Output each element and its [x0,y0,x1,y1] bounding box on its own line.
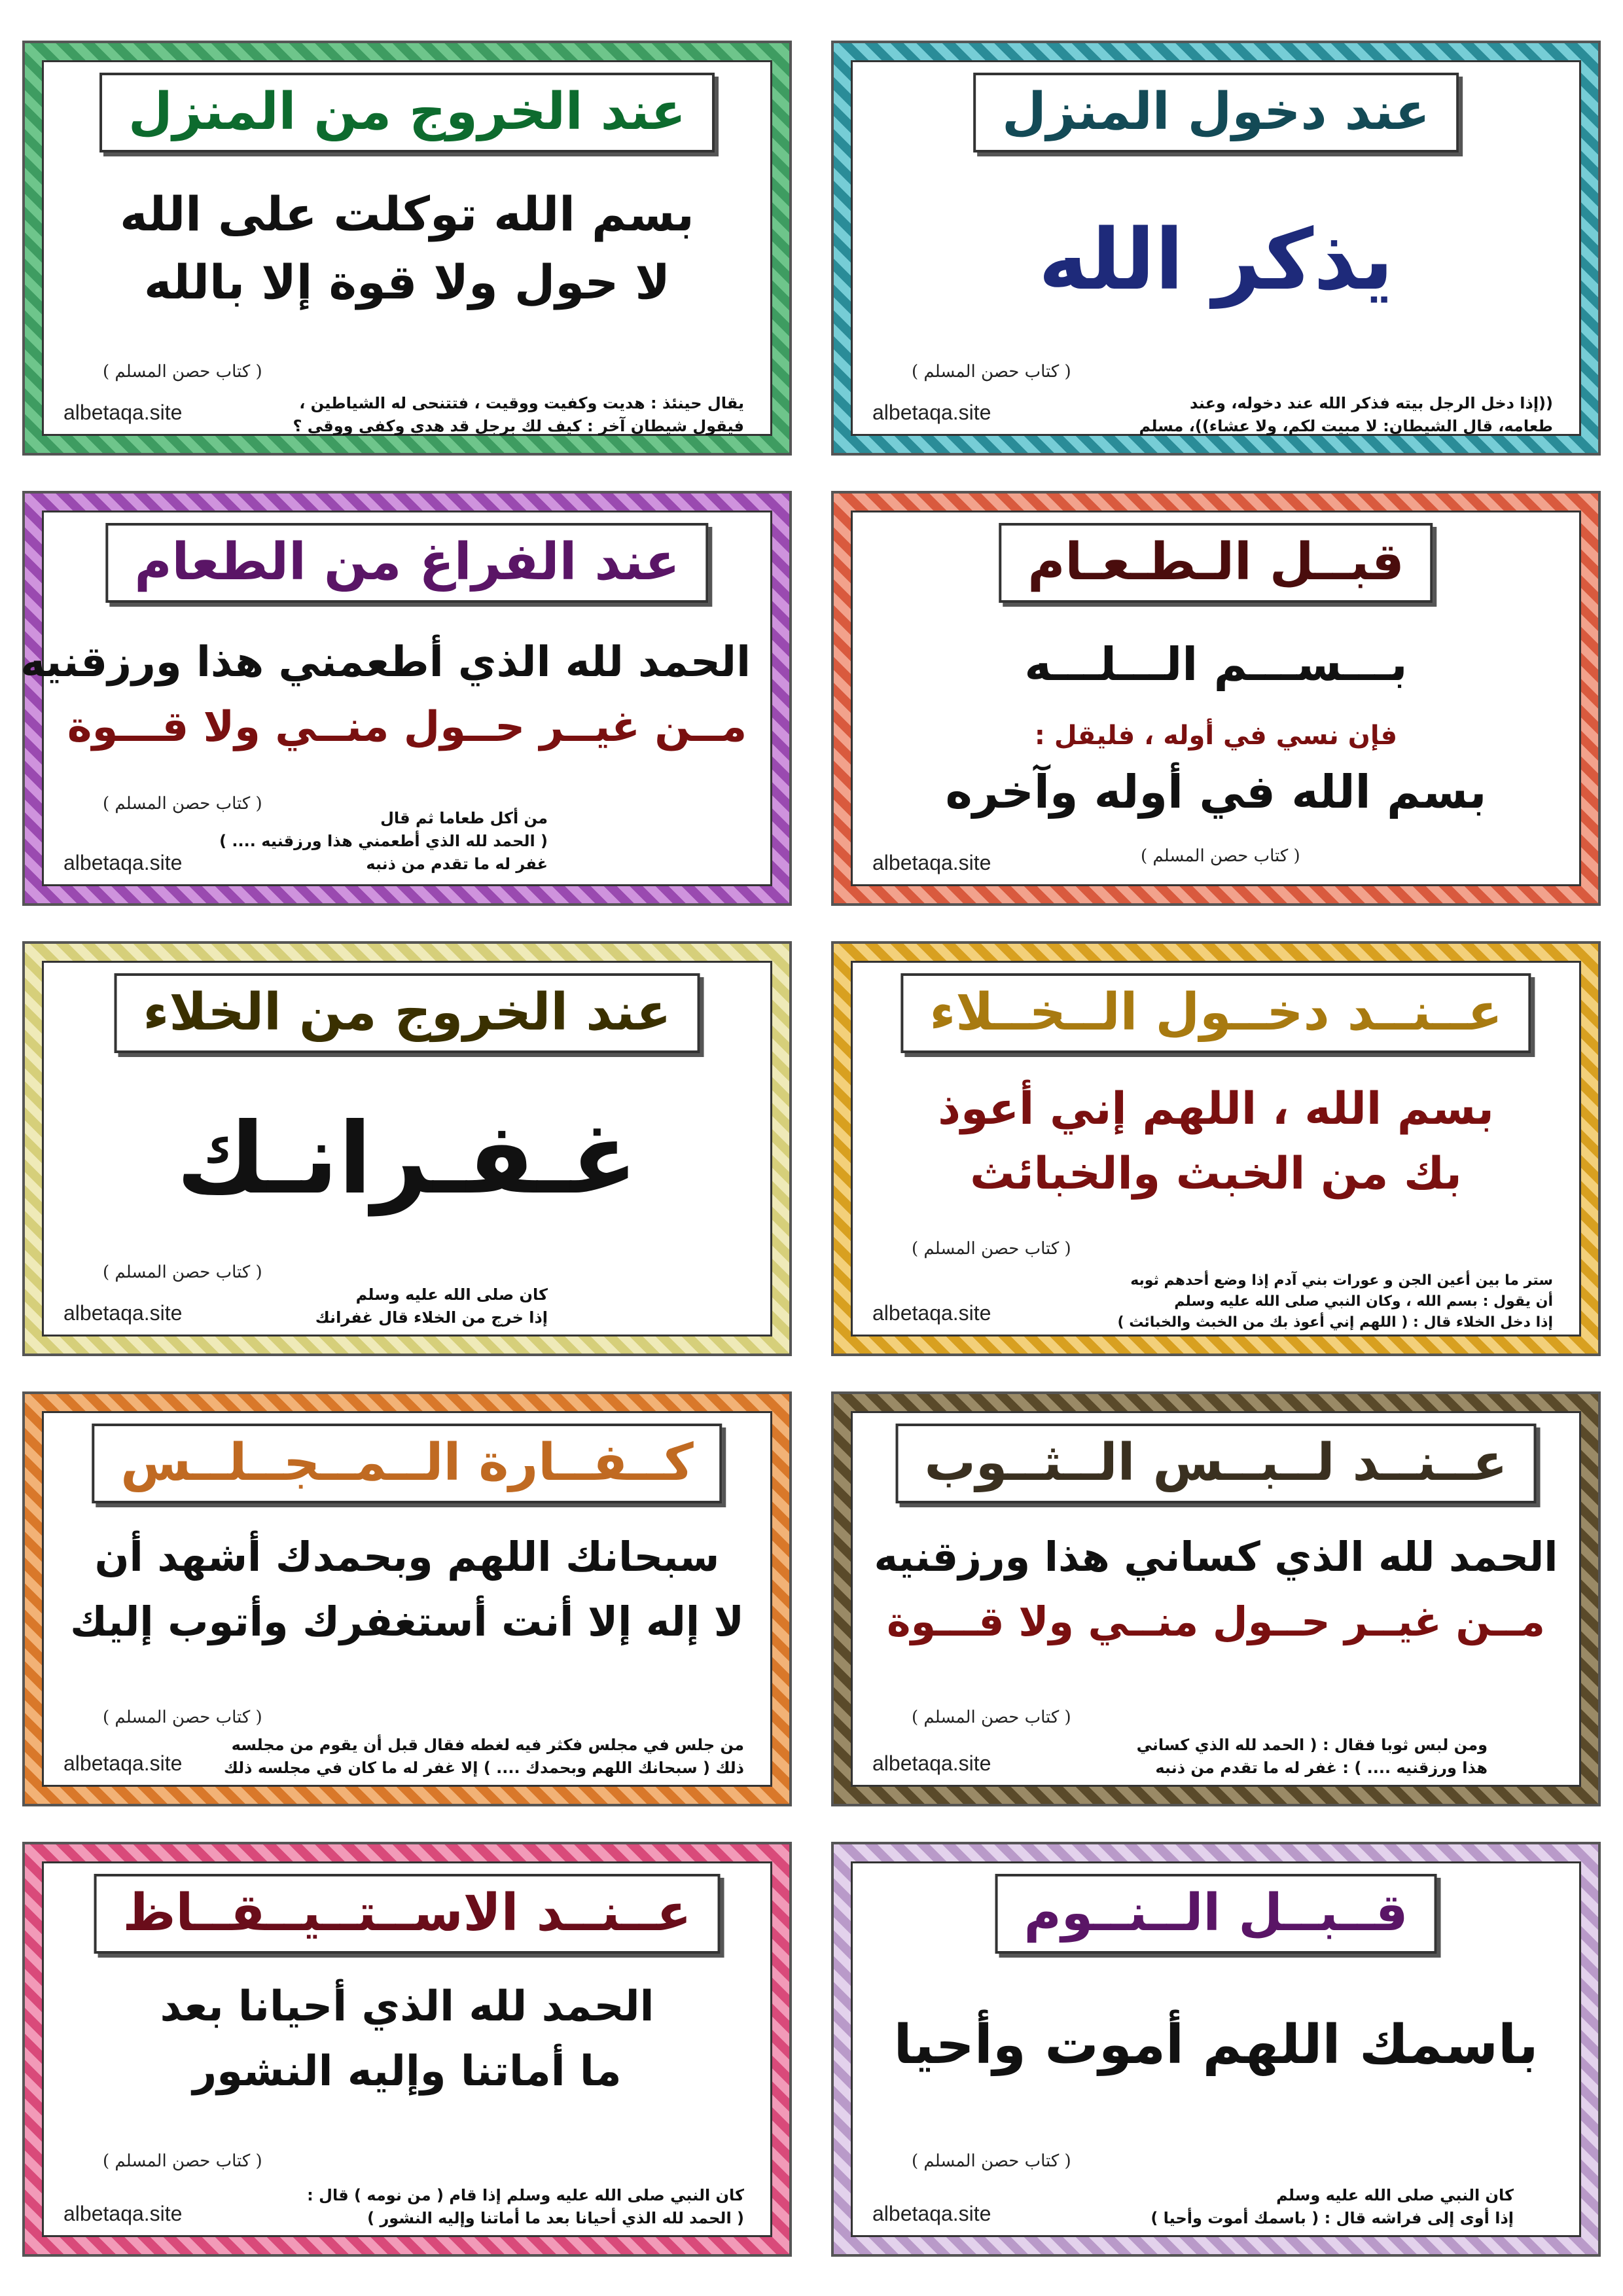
site-watermark: albetaqa.site [63,851,183,874]
card-leaving-toilet [22,941,792,1356]
card-title: عــنــد لــبــس الــثــوب [896,1424,1537,1503]
note-line: ذلك ( سبحانك اللهم وبحمدك .... ) إلا غفر له ما كان في مجلسه ذلك [223,1758,744,1777]
note-line: كان النبي صلى الله عليه وسلم إذا قام ( من نومه ) قال : [307,2186,744,2204]
note-line: ((إذا دخل الرجل بيته فذكر الله عند دخوله، وعند [1189,394,1553,412]
main-text [63,180,751,317]
note-line: ومن لبس ثوبا فقال : ( الحمد لله الذي كساني [1136,1736,1488,1754]
main-line-2: ما أماتنا وإليه النشور [192,2047,622,2096]
source-label: ( كتاب حصن المسلم ) [103,1708,262,1727]
main-text [63,1100,751,1218]
note-line: إذا أوى إلى فراشه قال : ( باسمك أموت وأحيا ) [1150,2208,1514,2227]
site-watermark: albetaqa.site [63,2202,183,2225]
card-panel [42,1861,772,2237]
card-after-eating [22,491,792,906]
site-watermark: albetaqa.site [872,401,991,424]
hadith-note [1150,2184,1514,2230]
source-label: ( كتاب حصن المسلم ) [1141,846,1300,866]
card-title: كــفــارة الــمــجــلــس [92,1424,722,1503]
main-line-1: بسم الله ، اللهم إني أعوذ [938,1083,1494,1135]
hadith-note [224,1734,744,1780]
note-line: هذا ورزقنيه .... ) : غفر له ما تقدم من ذنبه [1155,1758,1488,1777]
card-title: عند الخروج من المنزل [99,73,715,152]
hadith-note [307,2184,744,2230]
note-line: كان صلى الله عليه وسلم [355,1285,548,1304]
note-line: إذا دخل الخلاء قال : ( اللهم إني أعوذ بك من الخبث والخبائث ) [1117,1314,1553,1331]
main-line-1: يذكر الله [1038,211,1394,309]
card-waking-up [22,1842,792,2257]
note-line: طعامه، قال الشيطان: لا مبيت لكم، ولا عشاء))، مسلم [1139,416,1553,435]
card-panel [851,1411,1581,1787]
site-watermark: albetaqa.site [872,2202,991,2225]
hadith-note [1139,392,1554,438]
site-watermark: albetaqa.site [63,1301,183,1325]
hadith-note [1137,1734,1488,1780]
main-line-1: باسمك اللهم أموت وأحيا [893,2014,1539,2076]
card-title: عند الفراغ من الطعام [105,523,708,603]
site-watermark: albetaqa.site [872,1751,991,1775]
main-line-1: بـــســـم الـــلـــه [1024,637,1408,691]
card-before-sleep [831,1842,1601,2257]
main-text [20,630,751,760]
card-title: عــنــد الاســتــيــقــاظ [94,1874,721,1954]
note-line: غفر له ما تقدم من ذنبه [366,854,548,873]
card-panel [42,961,772,1336]
source-label: ( كتاب حصن المسلم ) [912,1708,1071,1727]
site-watermark: albetaqa.site [63,1751,183,1775]
note-line: ستر ما بين أعين الجن و عورات بني آدم إذا وضع أحدهم ثوبه [1130,1272,1553,1289]
main-text [872,1077,1560,1206]
hadith-note [293,392,744,438]
main-text [63,1975,751,2104]
main-text [872,206,1560,315]
note-line: فيقول شيطان آخر : كيف لك برجل قد هدي وكفي ووقي ؟ [293,416,744,435]
main-line-2: لا حول ولا قوة إلا بالله [143,255,671,310]
card-entering-toilet [831,941,1601,1356]
source-label: ( كتاب حصن المسلم ) [103,362,262,382]
source-label: ( كتاب حصن المسلم ) [103,794,262,814]
main-line-2: بسم الله في أوله وآخره [945,765,1487,819]
note-line: يقال حينئذ : هديت وكفيت ووقيت ، فتتنحى له الشياطين ، [299,394,744,412]
card-title: قبــل الـطـعـام [999,523,1433,603]
card-title: عند الخروج من الخلاء [115,973,700,1053]
card-leaving-home [22,41,792,456]
hadith-note [1118,1270,1553,1333]
main-line-1: سبحانك اللهم وبحمدك أشهد أن [94,1533,720,1581]
card-title: عند دخول المنزل [973,73,1459,152]
card-before-eating [831,491,1601,906]
main-line-2: لا إله إلا أنت أستغفرك وأتوب إليك [70,1598,744,1646]
main-line-2: مــن غيــر حــول منــي ولا قـــوة [887,1598,1545,1646]
main-line-1: بسم الله توكلت على الله [120,187,694,242]
note-line: ( الحمد لله الذي أحيانا بعد ما أماتنا وإليه النشور ) [367,2208,744,2227]
note-line: من أكل طعاما ثم قال [380,809,548,827]
source-label: ( كتاب حصن المسلم ) [912,2151,1071,2171]
card-panel [851,961,1581,1336]
card-panel [42,1411,772,1787]
site-watermark: albetaqa.site [63,401,183,424]
note-line: من جلس في مجلس فكثر فيه لغطه فقال قبل أن يقوم من مجلسه [231,1736,744,1754]
card-panel [20,511,772,886]
main-text [872,2011,1560,2081]
card-title: عــنــد دخــول الــخــلاء [901,973,1531,1053]
hadith-note [315,1283,548,1329]
main-line-1: الحمد لله الذي أحيانا بعد [160,1982,654,2031]
site-watermark: albetaqa.site [872,1301,991,1325]
card-panel [42,60,772,436]
card-panel [851,1861,1581,2237]
main-text [872,637,1560,692]
main-line-1: الحمد لله الذي أطعمني هذا ورزقنيه [20,638,751,687]
source-label: ( كتاب حصن المسلم ) [103,1263,262,1282]
main-text-second [872,764,1560,819]
note-line: أن يقول : بسم الله ، وكان النبي صلى الله عليه وسلم [1174,1293,1553,1310]
main-line-2: مــن غيــر حــول منــي ولا قـــوة [67,703,747,752]
middle-instruction: فإن نسي في أوله ، فليقل : [1034,721,1398,751]
card-title: قــبــل الــنــوم [995,1874,1437,1954]
hadith-note [219,807,548,875]
source-label: ( كتاب حصن المسلم ) [912,1239,1071,1259]
card-entering-home [831,41,1601,456]
main-line-2: بك من الخبث والخبائث [970,1147,1462,1200]
card-panel [851,60,1581,436]
card-panel [851,511,1581,886]
card-gathering-expiation [22,1391,792,1806]
note-line: إذا خرج من الخلاء قال غفرانك [315,1308,548,1327]
site-watermark: albetaqa.site [872,851,991,874]
main-line-1: غـفـرانـك [176,1102,638,1216]
main-text [63,1524,751,1654]
source-label: ( كتاب حصن المسلم ) [912,362,1071,382]
source-label: ( كتاب حصن المسلم ) [103,2151,262,2171]
main-text [872,1524,1560,1654]
card-wearing-clothes [831,1391,1601,1806]
note-line: كان النبي صلى الله عليه وسلم [1276,2186,1514,2204]
main-line-1: الحمد لله الذي كساني هذا ورزقنيه [874,1533,1558,1581]
note-line: ( الحمد لله الذي أطعمني هذا ورزقنيه .... ) [219,831,548,850]
